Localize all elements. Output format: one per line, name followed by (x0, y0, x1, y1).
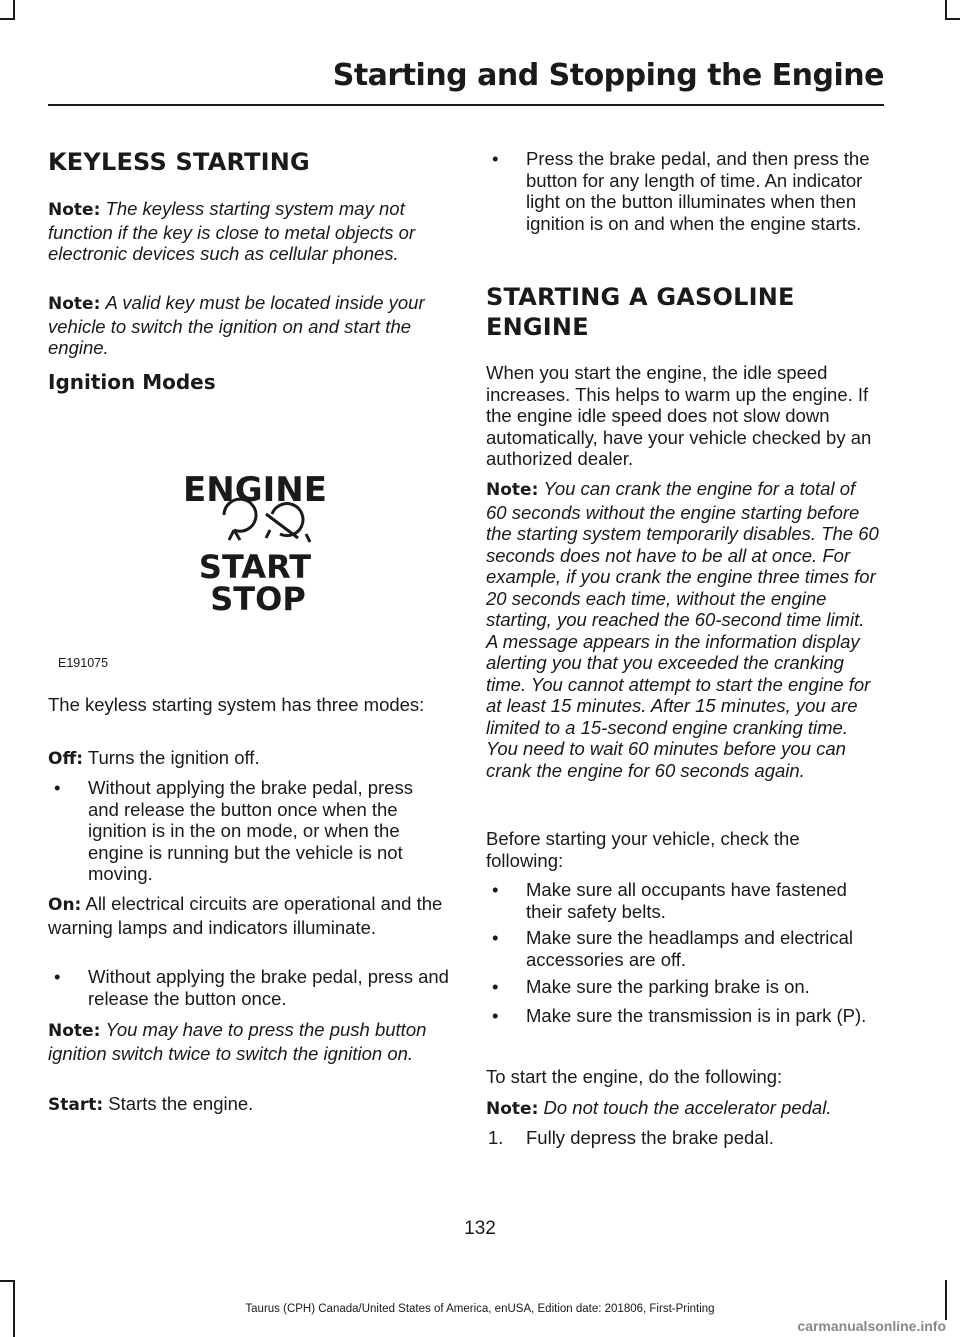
note-text: A valid key must be located inside your vehicle to switch the ignition on and start the engine. (48, 292, 425, 358)
crop-mark (0, 18, 15, 20)
figure-word-start: START (198, 548, 312, 586)
bullet-text: Make sure the headlamps and electrical accessories are off. (526, 927, 854, 970)
bullet-text: Make sure the transmission is in park (P). (526, 1005, 867, 1026)
bullet-dot: • (492, 879, 499, 900)
mode-term: Off: (48, 749, 84, 769)
note-valid-key (48, 292, 438, 359)
crop-mark (945, 0, 947, 18)
bullet-dot: • (54, 777, 61, 798)
mode-text: All electrical circuits are operational and the warning lamps and indicators illuminate. (48, 893, 443, 938)
note-text: Do not touch the accelerator pedal. (543, 1097, 832, 1118)
step-item (486, 1127, 882, 1149)
mode-start (48, 1093, 448, 1117)
section-heading-keyless: KEYLESS STARTING (48, 148, 310, 176)
engine-start-stop-figure (48, 418, 448, 680)
mode-text: Turns the ignition off. (87, 747, 260, 768)
note-label: Note: (486, 480, 539, 500)
check-item (486, 1005, 882, 1027)
step-text: Fully depress the brake pedal. (526, 1127, 774, 1148)
check-item (486, 976, 882, 998)
start-bullet (486, 148, 880, 234)
mode-text: Starts the engine. (108, 1093, 254, 1114)
footer-edition: Taurus (CPH) Canada/United States of America, enUSA, Edition date: 201806, First-Printing (245, 1303, 715, 1315)
header-divider (48, 104, 884, 106)
bullet-text: Press the brake pedal, and then press the button for any length of time. An indicator light on the button illuminates when then ignition is on and when the engine starts. (526, 148, 870, 234)
figure-word-stop: STOP (210, 580, 306, 618)
mode-off (48, 747, 448, 771)
subheading-ignition-modes: Ignition Modes (48, 370, 216, 394)
note-label: Note: (48, 1021, 101, 1041)
page-number: 132 (464, 1218, 496, 1239)
figure-id: E191075 (58, 656, 109, 670)
start-intro: To start the engine, do the following: (486, 1066, 783, 1087)
bullet-dot: • (492, 927, 499, 948)
bullet-text: Make sure all occupants have fastened their safety belts. (526, 879, 847, 922)
bullet-text: Without applying the brake pedal, press and release the button once when the ignition is in the on mode, or when the engine is running but the vehicle is not moving. (88, 777, 413, 884)
note-label: Note: (48, 294, 101, 314)
on-bullet (48, 966, 453, 1009)
bullet-dot: • (54, 966, 61, 987)
check-item (486, 879, 882, 922)
bullet-text: Without applying the brake pedal, press and release the button once. (88, 966, 449, 1009)
crop-mark (945, 18, 960, 20)
note-text: You may have to press the push button ignition switch twice to switch the ignition on. (48, 1019, 427, 1064)
watermark: carmanualsonline.info (797, 1318, 946, 1334)
section-heading-gasoline (486, 282, 880, 342)
mode-term: On: (48, 895, 82, 915)
heading-line: STARTING A GASOLINE (486, 283, 795, 311)
mode-on (48, 893, 443, 938)
crop-mark (0, 1280, 15, 1282)
off-bullet (48, 777, 448, 885)
check-item (486, 927, 856, 970)
modes-intro: The keyless starting system has three modes: (48, 694, 425, 715)
bullet-dot: • (492, 976, 499, 997)
note-accelerator (486, 1097, 880, 1121)
engine-start-stop-button-icon (48, 418, 448, 680)
note-push-twice (48, 1019, 438, 1064)
heading-line: ENGINE (486, 313, 589, 341)
bullet-dot: • (492, 148, 499, 169)
note-label: Note: (486, 1099, 539, 1119)
note-keyless-metal (48, 198, 448, 265)
check-intro: Before starting your vehicle, check the following: (486, 828, 800, 871)
note-crank-limit (486, 478, 880, 781)
bullet-text: Make sure the parking brake is on. (526, 976, 810, 997)
figure-word-engine: ENGINE (183, 470, 327, 510)
bullet-dot: • (492, 1005, 499, 1026)
note-text: You can crank the engine for a total of 60 seconds without the engine starting before the starting system temporarily disables. The 60 seconds does not have to be all at once. For example, if you crank the engine three times for 20 seconds each time, without the engine starting, you reached the 60-second time limit. A message appears in the information display alerting you that you exceeded the cranking time. You cannot attempt to start the engine for at least 15 minutes. After 15 minutes, you are limited to a 15-second engine cranking time. You need to wait 60 minutes before you can crank the engine for 60 seconds again. (486, 478, 879, 781)
mode-term: Start: (48, 1095, 104, 1115)
step-number: 1. (488, 1127, 504, 1148)
page-header-title: Starting and Stopping the Engine (332, 58, 884, 93)
note-label: Note: (48, 200, 101, 220)
crop-mark (13, 0, 15, 18)
idle-speed-paragraph: When you start the engine, the idle speed increases. This helps to warm up the engine. If the engine idle speed does not slow down automatically, have your vehicle checked by an authorized dealer. (486, 362, 872, 469)
note-text: The keyless starting system may not function if the key is close to metal objects or electronic devices such as cellular phones. (48, 198, 416, 264)
